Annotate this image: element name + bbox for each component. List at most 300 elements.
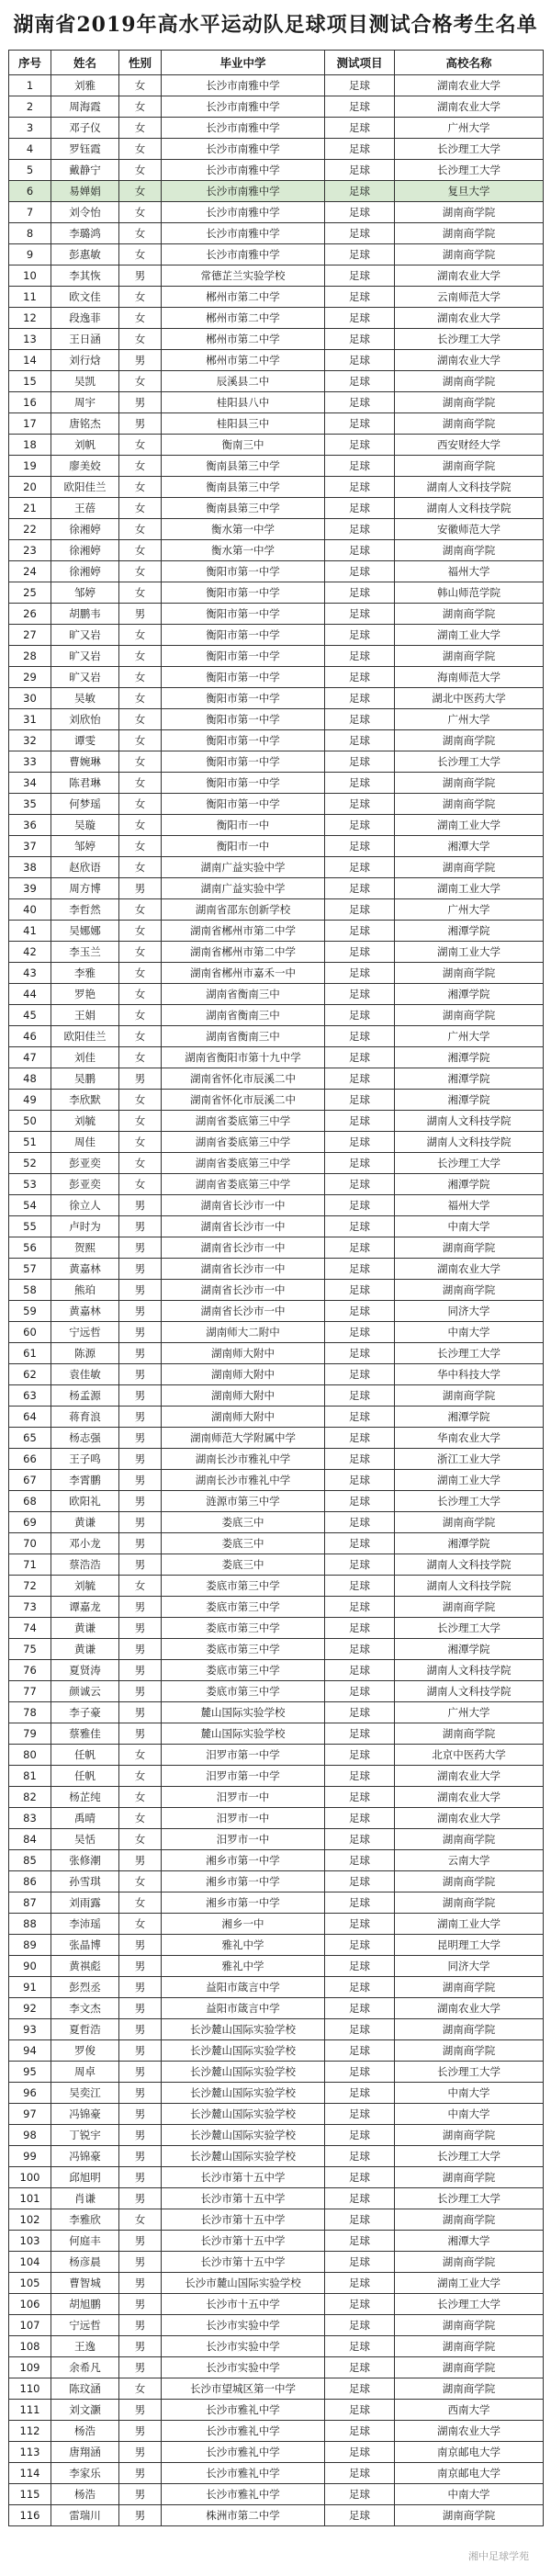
cell-name: 陈源 xyxy=(51,1343,119,1364)
cell-university: 湘潭学院 xyxy=(395,1639,544,1660)
cell-name: 袁佳敏 xyxy=(51,1364,119,1385)
cell-name: 黄谦 xyxy=(51,1512,119,1533)
cell-index: 59 xyxy=(9,1301,51,1322)
cell-university: 华南农业大学 xyxy=(395,1428,544,1449)
cell-name: 何庭丰 xyxy=(51,2231,119,2252)
cell-index: 110 xyxy=(9,2378,51,2400)
cell-name: 冯锦豪 xyxy=(51,2146,119,2167)
cell-test-item: 足球 xyxy=(325,350,395,371)
cell-university: 同济大学 xyxy=(395,1301,544,1322)
cell-index: 14 xyxy=(9,350,51,371)
cell-university: 长沙理工大学 xyxy=(395,2188,544,2209)
table-row xyxy=(9,2040,544,2062)
cell-university: 中南大学 xyxy=(395,2083,544,2104)
cell-index: 88 xyxy=(9,1914,51,1935)
cell-name: 吴恬 xyxy=(51,1829,119,1850)
cell-gender: 男 xyxy=(119,413,162,435)
cell-test-item: 足球 xyxy=(325,1174,395,1195)
cell-university: 南京邮电大学 xyxy=(395,2463,544,2484)
cell-name: 张修潮 xyxy=(51,1850,119,1871)
cell-university: 湖南商学院 xyxy=(395,794,544,815)
cell-university: 湖南商学院 xyxy=(395,963,544,984)
cell-gender: 男 xyxy=(119,604,162,625)
cell-university: 湖南商学院 xyxy=(395,2167,544,2188)
cell-school: 湖南省衡南三中 xyxy=(162,984,325,1005)
cell-name: 周方博 xyxy=(51,878,119,899)
cell-gender: 女 xyxy=(119,118,162,139)
cell-school: 湖南省郴州市第二中学 xyxy=(162,942,325,963)
cell-index: 67 xyxy=(9,1470,51,1491)
cell-university: 湖南商学院 xyxy=(395,2040,544,2062)
cell-school: 湖南省长沙市一中 xyxy=(162,1259,325,1280)
cell-gender: 男 xyxy=(119,1470,162,1491)
cell-school: 湖南省长沙市一中 xyxy=(162,1216,325,1237)
cell-index: 97 xyxy=(9,2104,51,2125)
cell-name: 刘文灏 xyxy=(51,2400,119,2421)
cell-index: 50 xyxy=(9,1111,51,1132)
cell-school: 湖南省衡阳市第十九中学 xyxy=(162,1047,325,1068)
cell-index: 57 xyxy=(9,1259,51,1280)
cell-gender: 男 xyxy=(119,1343,162,1364)
cell-index: 38 xyxy=(9,857,51,878)
cell-gender: 女 xyxy=(119,329,162,350)
table-row xyxy=(9,2231,544,2252)
cell-school: 湖南省长沙市一中 xyxy=(162,1237,325,1259)
cell-name: 李玉兰 xyxy=(51,942,119,963)
cell-university: 湖南商学院 xyxy=(395,1597,544,1618)
cell-name: 邓小龙 xyxy=(51,1533,119,1554)
cell-gender: 男 xyxy=(119,2062,162,2083)
cell-test-item: 足球 xyxy=(325,266,395,287)
cell-name: 刘欣怡 xyxy=(51,709,119,730)
table-row xyxy=(9,1195,544,1216)
cell-test-item: 足球 xyxy=(325,2484,395,2505)
table-row xyxy=(9,2188,544,2209)
cell-name: 黄谦 xyxy=(51,1618,119,1639)
cell-name: 欧文佳 xyxy=(51,287,119,308)
cell-test-item: 足球 xyxy=(325,1660,395,1681)
cell-name: 李霄鹏 xyxy=(51,1470,119,1491)
cell-test-item: 足球 xyxy=(325,1618,395,1639)
table-row xyxy=(9,1364,544,1385)
cell-gender: 女 xyxy=(119,2209,162,2231)
cell-index: 33 xyxy=(9,751,51,773)
cell-gender: 女 xyxy=(119,1892,162,1914)
cell-name: 蒋育浪 xyxy=(51,1407,119,1428)
cell-gender: 男 xyxy=(119,392,162,413)
table-row xyxy=(9,1892,544,1914)
table-row xyxy=(9,287,544,308)
cell-school: 郴州市第二中学 xyxy=(162,350,325,371)
cell-name: 夏哲浩 xyxy=(51,2019,119,2040)
cell-name: 邹婷 xyxy=(51,836,119,857)
cell-name: 赵欣语 xyxy=(51,857,119,878)
cell-gender: 女 xyxy=(119,223,162,244)
cell-test-item: 足球 xyxy=(325,815,395,836)
cell-school: 长沙市南雅中学 xyxy=(162,160,325,181)
cell-school: 桂阳县八中 xyxy=(162,392,325,413)
cell-index: 71 xyxy=(9,1554,51,1576)
table-row xyxy=(9,96,544,118)
table-row xyxy=(9,561,544,582)
cell-school: 麓山国际实验学校 xyxy=(162,1723,325,1745)
cell-university: 湘潭学院 xyxy=(395,1090,544,1111)
cell-gender: 男 xyxy=(119,2083,162,2104)
cell-gender: 女 xyxy=(119,371,162,392)
cell-index: 4 xyxy=(9,139,51,160)
cell-test-item: 足球 xyxy=(325,1554,395,1576)
cell-school: 长沙市第十五中学 xyxy=(162,2231,325,2252)
cell-index: 90 xyxy=(9,1956,51,1977)
cell-school: 长沙市第十五中学 xyxy=(162,2167,325,2188)
cell-school: 郴州市第二中学 xyxy=(162,329,325,350)
cell-test-item: 足球 xyxy=(325,371,395,392)
cell-test-item: 足球 xyxy=(325,160,395,181)
cell-test-item: 足球 xyxy=(325,392,395,413)
cell-name: 李其恢 xyxy=(51,266,119,287)
cell-test-item: 足球 xyxy=(325,308,395,329)
cell-university: 湖南工业大学 xyxy=(395,2273,544,2294)
cell-index: 77 xyxy=(9,1681,51,1702)
cell-gender: 男 xyxy=(119,1533,162,1554)
cell-test-item: 足球 xyxy=(325,2315,395,2336)
cell-school: 长沙市实验中学 xyxy=(162,2315,325,2336)
cell-school: 湖南长沙市雅礼中学 xyxy=(162,1470,325,1491)
table-row xyxy=(9,1280,544,1301)
cell-name: 冯锦豪 xyxy=(51,2104,119,2125)
cell-university: 西南大学 xyxy=(395,2400,544,2421)
table-row xyxy=(9,2463,544,2484)
cell-name: 刘雅 xyxy=(51,75,119,96)
cell-gender: 男 xyxy=(119,2231,162,2252)
cell-name: 熊珀 xyxy=(51,1280,119,1301)
watermark: 湘中足球学苑 xyxy=(468,2550,529,2562)
table-row xyxy=(9,899,544,921)
cell-name: 邓子仪 xyxy=(51,118,119,139)
cell-index: 62 xyxy=(9,1364,51,1385)
cell-university: 复旦大学 xyxy=(395,181,544,202)
cell-name: 禹晴 xyxy=(51,1808,119,1829)
cell-university: 湖南人文科技学院 xyxy=(395,1132,544,1153)
cell-test-item: 足球 xyxy=(325,1998,395,2019)
table-row xyxy=(9,1808,544,1829)
cell-gender: 女 xyxy=(119,1745,162,1766)
cell-test-item: 足球 xyxy=(325,118,395,139)
cell-name: 刘毓 xyxy=(51,1111,119,1132)
cell-university: 湖南商学院 xyxy=(395,1871,544,1892)
cell-university: 湖南农业大学 xyxy=(395,75,544,96)
cell-index: 109 xyxy=(9,2357,51,2378)
cell-test-item: 足球 xyxy=(325,773,395,794)
cell-university: 湘潭学院 xyxy=(395,1068,544,1090)
table-header-row xyxy=(9,51,544,75)
cell-index: 49 xyxy=(9,1090,51,1111)
table-row xyxy=(9,604,544,625)
cell-university: 湖南商学院 xyxy=(395,2019,544,2040)
cell-name: 肖谦 xyxy=(51,2188,119,2209)
table-row xyxy=(9,815,544,836)
cell-university: 湖南农业大学 xyxy=(395,1766,544,1787)
cell-test-item: 足球 xyxy=(325,1111,395,1132)
table-row xyxy=(9,1216,544,1237)
cell-index: 60 xyxy=(9,1322,51,1343)
cell-gender: 男 xyxy=(119,1259,162,1280)
cell-test-item: 足球 xyxy=(325,1977,395,1998)
cell-university: 湖南商学院 xyxy=(395,2357,544,2378)
cell-gender: 女 xyxy=(119,815,162,836)
cell-index: 52 xyxy=(9,1153,51,1174)
cell-university: 长沙理工大学 xyxy=(395,329,544,350)
table-row xyxy=(9,456,544,477)
cell-school: 桂阳县三中 xyxy=(162,413,325,435)
cell-gender: 女 xyxy=(119,96,162,118)
cell-school: 湖南省怀化市辰溪二中 xyxy=(162,1068,325,1090)
table-row xyxy=(9,2273,544,2294)
cell-gender: 女 xyxy=(119,519,162,540)
cell-index: 102 xyxy=(9,2209,51,2231)
cell-school: 衡阳市第一中学 xyxy=(162,688,325,709)
cell-school: 湖南广益实验中学 xyxy=(162,878,325,899)
cell-school: 长沙市雅礼中学 xyxy=(162,2484,325,2505)
cell-name: 刘佳 xyxy=(51,1047,119,1068)
cell-test-item: 足球 xyxy=(325,1195,395,1216)
cell-university: 湘潭学院 xyxy=(395,1047,544,1068)
cell-university: 云南大学 xyxy=(395,1850,544,1871)
cell-name: 王娟 xyxy=(51,1005,119,1026)
cell-name: 彭亚奕 xyxy=(51,1153,119,1174)
cell-gender: 男 xyxy=(119,1407,162,1428)
cell-university: 湖南商学院 xyxy=(395,2209,544,2231)
cell-university: 华中科技大学 xyxy=(395,1364,544,1385)
cell-school: 常德芷兰实验学校 xyxy=(162,266,325,287)
cell-university: 湘潭大学 xyxy=(395,2231,544,2252)
table-row xyxy=(9,350,544,371)
cell-gender: 男 xyxy=(119,2400,162,2421)
cell-gender: 女 xyxy=(119,160,162,181)
cell-name: 欧阳礼 xyxy=(51,1491,119,1512)
cell-school: 湖南省长沙市一中 xyxy=(162,1280,325,1301)
cell-index: 74 xyxy=(9,1618,51,1639)
cell-university: 湘潭学院 xyxy=(395,984,544,1005)
cell-university: 湘潭学院 xyxy=(395,1533,544,1554)
cell-university: 同济大学 xyxy=(395,1956,544,1977)
cell-school: 娄底市第三中学 xyxy=(162,1660,325,1681)
cell-gender: 女 xyxy=(119,794,162,815)
cell-name: 徐湘婷 xyxy=(51,540,119,561)
cell-gender: 男 xyxy=(119,2146,162,2167)
cell-school: 湖南省娄底第三中学 xyxy=(162,1174,325,1195)
cell-index: 98 xyxy=(9,2125,51,2146)
cell-university: 海南师范大学 xyxy=(395,667,544,688)
cell-school: 长沙市十五中学 xyxy=(162,2294,325,2315)
cell-gender: 女 xyxy=(119,1576,162,1597)
cell-school: 衡阳市一中 xyxy=(162,815,325,836)
cell-university: 长沙理工大学 xyxy=(395,2146,544,2167)
cell-test-item: 足球 xyxy=(325,2273,395,2294)
cell-school: 涟源市第三中学 xyxy=(162,1491,325,1512)
cell-name: 杨芷纯 xyxy=(51,1787,119,1808)
cell-index: 111 xyxy=(9,2400,51,2421)
cell-index: 15 xyxy=(9,371,51,392)
cell-index: 3 xyxy=(9,118,51,139)
cell-name: 吴凯 xyxy=(51,371,119,392)
cell-university: 长沙理工大学 xyxy=(395,1491,544,1512)
table-row xyxy=(9,1174,544,1195)
cell-university: 湖南商学院 xyxy=(395,646,544,667)
cell-gender: 男 xyxy=(119,1301,162,1322)
cell-test-item: 足球 xyxy=(325,2357,395,2378)
cell-school: 长沙市南雅中学 xyxy=(162,96,325,118)
cell-school: 衡南三中 xyxy=(162,435,325,456)
cell-school: 湖南省衡南三中 xyxy=(162,1026,325,1047)
cell-gender: 男 xyxy=(119,1597,162,1618)
cell-gender: 男 xyxy=(119,1681,162,1702)
cell-school: 衡阳市第一中学 xyxy=(162,625,325,646)
cell-name: 任帆 xyxy=(51,1766,119,1787)
cell-gender: 女 xyxy=(119,561,162,582)
cell-test-item: 足球 xyxy=(325,836,395,857)
cell-university: 广州大学 xyxy=(395,1026,544,1047)
table-row xyxy=(9,1871,544,1892)
cell-name: 黄嘉林 xyxy=(51,1301,119,1322)
cell-university: 湖南商学院 xyxy=(395,2336,544,2357)
cell-test-item: 足球 xyxy=(325,1047,395,1068)
table-row xyxy=(9,1237,544,1259)
table-row xyxy=(9,1850,544,1871)
cell-test-item: 足球 xyxy=(325,688,395,709)
cell-test-item: 足球 xyxy=(325,1639,395,1660)
table-row xyxy=(9,1533,544,1554)
cell-gender: 男 xyxy=(119,1618,162,1639)
cell-name: 戴静宁 xyxy=(51,160,119,181)
table-row xyxy=(9,371,544,392)
cell-gender: 女 xyxy=(119,435,162,456)
table-row xyxy=(9,1385,544,1407)
cell-test-item: 足球 xyxy=(325,1364,395,1385)
cell-name: 徐湘婷 xyxy=(51,561,119,582)
cell-index: 87 xyxy=(9,1892,51,1914)
cell-gender: 男 xyxy=(119,2040,162,2062)
cell-test-item: 足球 xyxy=(325,1153,395,1174)
cell-name: 李文杰 xyxy=(51,1998,119,2019)
cell-university: 长沙理工大学 xyxy=(395,1618,544,1639)
cell-name: 宁远哲 xyxy=(51,2315,119,2336)
cell-index: 81 xyxy=(9,1766,51,1787)
cell-university: 湖南商学院 xyxy=(395,1977,544,1998)
table-row xyxy=(9,329,544,350)
cell-university: 长沙理工大学 xyxy=(395,2294,544,2315)
cell-university: 湖南人文科技学院 xyxy=(395,1660,544,1681)
cell-test-item: 足球 xyxy=(325,2188,395,2209)
cell-university: 湖南商学院 xyxy=(395,2315,544,2336)
cell-school: 湖南省娄底第三中学 xyxy=(162,1132,325,1153)
cell-school: 衡阳市第一中学 xyxy=(162,667,325,688)
cell-index: 78 xyxy=(9,1702,51,1723)
cell-name: 段逸菲 xyxy=(51,308,119,329)
table-row xyxy=(9,1766,544,1787)
cell-test-item: 足球 xyxy=(325,942,395,963)
cell-index: 55 xyxy=(9,1216,51,1237)
cell-school: 长沙麓山国际实验学校 xyxy=(162,2146,325,2167)
cell-university: 福州大学 xyxy=(395,561,544,582)
table-row xyxy=(9,1322,544,1343)
cell-university: 湖南商学院 xyxy=(395,857,544,878)
cell-gender: 男 xyxy=(119,2252,162,2273)
cell-test-item: 足球 xyxy=(325,984,395,1005)
cell-name: 刘毓 xyxy=(51,1576,119,1597)
cell-university: 中南大学 xyxy=(395,2104,544,2125)
cell-school: 长沙市雅礼中学 xyxy=(162,2463,325,2484)
cell-school: 郴州市第二中学 xyxy=(162,308,325,329)
cell-gender: 女 xyxy=(119,1132,162,1153)
cell-name: 罗艳 xyxy=(51,984,119,1005)
cell-index: 66 xyxy=(9,1449,51,1470)
cell-name: 罗钰霞 xyxy=(51,139,119,160)
table-row xyxy=(9,1026,544,1047)
table-row xyxy=(9,2146,544,2167)
cell-test-item: 足球 xyxy=(325,2209,395,2231)
table-row xyxy=(9,2209,544,2231)
header-school: 毕业中学 xyxy=(162,51,325,75)
cell-gender: 女 xyxy=(119,477,162,498)
cell-index: 34 xyxy=(9,773,51,794)
cell-test-item: 足球 xyxy=(325,1322,395,1343)
cell-school: 湖南省郴州市嘉禾一中 xyxy=(162,963,325,984)
cell-school: 长沙市南雅中学 xyxy=(162,202,325,223)
cell-school: 衡阳市第一中学 xyxy=(162,751,325,773)
cell-gender: 女 xyxy=(119,1808,162,1829)
cell-school: 湖南长沙市雅礼中学 xyxy=(162,1449,325,1470)
cell-index: 69 xyxy=(9,1512,51,1533)
cell-name: 彭惠敏 xyxy=(51,244,119,266)
cell-index: 73 xyxy=(9,1597,51,1618)
cell-university: 湖南商学院 xyxy=(395,1512,544,1533)
cell-index: 36 xyxy=(9,815,51,836)
cell-name: 周佳 xyxy=(51,1132,119,1153)
cell-name: 余希凡 xyxy=(51,2357,119,2378)
cell-university: 湘潭大学 xyxy=(395,836,544,857)
cell-gender: 女 xyxy=(119,2378,162,2400)
cell-test-item: 足球 xyxy=(325,1449,395,1470)
cell-school: 长沙市实验中学 xyxy=(162,2357,325,2378)
cell-test-item: 足球 xyxy=(325,1026,395,1047)
cell-gender: 女 xyxy=(119,244,162,266)
cell-university: 昆明理工大学 xyxy=(395,1935,544,1956)
table-row xyxy=(9,2125,544,2146)
cell-gender: 女 xyxy=(119,942,162,963)
cell-university: 广州大学 xyxy=(395,1702,544,1723)
cell-name: 欧阳佳兰 xyxy=(51,1026,119,1047)
cell-name: 刘令怡 xyxy=(51,202,119,223)
cell-name: 王子鸣 xyxy=(51,1449,119,1470)
cell-index: 115 xyxy=(9,2484,51,2505)
cell-school: 长沙市第十五中学 xyxy=(162,2252,325,2273)
cell-gender: 男 xyxy=(119,1977,162,1998)
cell-gender: 女 xyxy=(119,625,162,646)
cell-name: 王日涵 xyxy=(51,329,119,350)
cell-index: 42 xyxy=(9,942,51,963)
cell-university: 湖南人文科技学院 xyxy=(395,1681,544,1702)
cell-index: 26 xyxy=(9,604,51,625)
cell-index: 91 xyxy=(9,1977,51,1998)
cell-index: 82 xyxy=(9,1787,51,1808)
cell-university: 湖南农业大学 xyxy=(395,1259,544,1280)
cell-test-item: 足球 xyxy=(325,646,395,667)
cell-name: 吴鹏 xyxy=(51,1068,119,1090)
cell-name: 周宇 xyxy=(51,392,119,413)
cell-school: 长沙麓山国际实验学校 xyxy=(162,2083,325,2104)
table-row xyxy=(9,921,544,942)
